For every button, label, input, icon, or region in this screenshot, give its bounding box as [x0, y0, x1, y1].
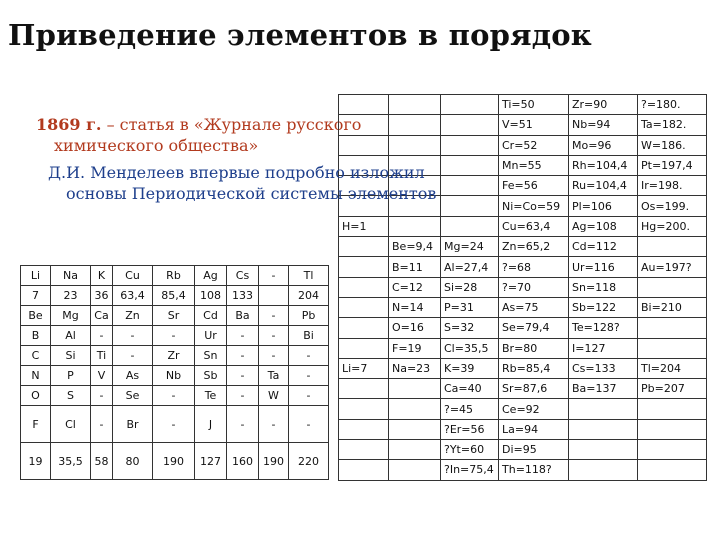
mendeleev-note	[48, 162, 436, 204]
table-cell: Rh=104,4	[569, 155, 638, 175]
table-cell: -	[289, 386, 329, 406]
table-row	[339, 318, 707, 338]
table-cell: ?Yt=60	[441, 440, 499, 460]
table-cell: 7	[21, 286, 51, 306]
table-cell: K=39	[441, 358, 499, 378]
table-cell: Ur=116	[569, 257, 638, 277]
table-cell: Cd	[195, 306, 227, 326]
table-cell: K	[91, 266, 113, 286]
table-cell: Ca	[91, 306, 113, 326]
table-cell: C	[21, 346, 51, 366]
table-cell: N	[21, 366, 51, 386]
table-cell: Ba=137	[569, 379, 638, 399]
table-cell: Bi=210	[638, 297, 707, 317]
table-cell: Ir=198.	[638, 176, 707, 196]
table-cell: 58	[91, 443, 113, 480]
table-cell: -	[91, 326, 113, 346]
table-cell: Cr=52	[499, 135, 569, 155]
table-cell: 133	[227, 286, 259, 306]
table-cell: N=14	[389, 297, 441, 317]
table-cell: -	[153, 406, 195, 443]
table-cell: Fe=56	[499, 176, 569, 196]
table-cell: Te=128?	[569, 318, 638, 338]
table-row	[339, 115, 707, 135]
table-cell: Te	[195, 386, 227, 406]
table-cell: F=19	[389, 338, 441, 358]
mendeleev-line1: Д.И. Менделеев впервые подробно изложил	[48, 163, 425, 182]
table-row	[21, 346, 329, 366]
table-cell: Sb=122	[569, 297, 638, 317]
table-cell	[441, 196, 499, 216]
table-cell	[389, 216, 441, 236]
table-cell: F	[21, 406, 51, 443]
table-cell	[638, 237, 707, 257]
table-cell: Al	[51, 326, 91, 346]
table-row	[21, 443, 329, 480]
table-cell: -	[153, 326, 195, 346]
table-cell: -	[153, 386, 195, 406]
table-cell: As=75	[499, 297, 569, 317]
table-cell	[638, 440, 707, 460]
table-cell: Pt=197,4	[638, 155, 707, 175]
table-cell: -	[289, 346, 329, 366]
table-cell: Na	[51, 266, 91, 286]
table-cell	[389, 115, 441, 135]
table-cell	[339, 237, 389, 257]
table-cell: Si	[51, 346, 91, 366]
table-cell: Al=27,4	[441, 257, 499, 277]
table-row	[339, 419, 707, 439]
table-cell: Tl	[289, 266, 329, 286]
article-line2: химического общества»	[54, 136, 259, 155]
table-cell	[339, 115, 389, 135]
table-cell: -	[259, 326, 289, 346]
table-cell	[441, 95, 499, 115]
table-cell: Se	[113, 386, 153, 406]
table-cell: Mn=55	[499, 155, 569, 175]
table-cell: Be	[21, 306, 51, 326]
table-cell: -	[259, 406, 289, 443]
table-cell: 190	[153, 443, 195, 480]
table-cell: Os=199.	[638, 196, 707, 216]
table-cell: Mo=96	[569, 135, 638, 155]
table-cell: Ag	[195, 266, 227, 286]
table-cell: V=51	[499, 115, 569, 135]
table-cell: B=11	[389, 257, 441, 277]
table-row	[339, 216, 707, 236]
table-cell: W	[259, 386, 289, 406]
table-cell: Mg	[51, 306, 91, 326]
table-row	[339, 399, 707, 419]
table-cell: Li=7	[339, 358, 389, 378]
table-cell: 63,4	[113, 286, 153, 306]
table-cell	[441, 155, 499, 175]
table-row	[339, 237, 707, 257]
table-cell: Hg=200.	[638, 216, 707, 236]
table-row	[339, 95, 707, 115]
table-cell	[441, 135, 499, 155]
table-cell	[638, 399, 707, 419]
table-cell: S=32	[441, 318, 499, 338]
table-cell	[389, 95, 441, 115]
table-cell: La=94	[499, 419, 569, 439]
table-cell: ?In=75,4	[441, 460, 499, 480]
table-cell: Zr	[153, 346, 195, 366]
table-row	[339, 297, 707, 317]
table-cell: Ta	[259, 366, 289, 386]
table-cell: -	[227, 406, 259, 443]
table-cell: -	[227, 326, 259, 346]
table-cell: P=31	[441, 297, 499, 317]
table-cell: Tl=204	[638, 358, 707, 378]
table-cell	[389, 399, 441, 419]
table-cell: ?=45	[441, 399, 499, 419]
table-cell: J	[195, 406, 227, 443]
table-cell: S	[51, 386, 91, 406]
table-cell: Sb	[195, 366, 227, 386]
table-cell: C=12	[389, 277, 441, 297]
table-cell: Si=28	[441, 277, 499, 297]
table-cell: Ti=50	[499, 95, 569, 115]
table-cell: 190	[259, 443, 289, 480]
table-cell: Mg=24	[441, 237, 499, 257]
table-cell	[339, 277, 389, 297]
table-cell: 160	[227, 443, 259, 480]
table-cell	[339, 95, 389, 115]
table-cell: ?=70	[499, 277, 569, 297]
table-cell: -	[289, 366, 329, 386]
table-cell	[441, 176, 499, 196]
table-cell: Ru=104,4	[569, 176, 638, 196]
table-cell: Na=23	[389, 358, 441, 378]
table-cell: Ag=108	[569, 216, 638, 236]
table-cell: 35,5	[51, 443, 91, 480]
table-cell	[339, 338, 389, 358]
table-cell: Cu	[113, 266, 153, 286]
table-cell	[339, 379, 389, 399]
table-cell: Nb	[153, 366, 195, 386]
table-cell: Sn=118	[569, 277, 638, 297]
table-cell: 108	[195, 286, 227, 306]
table-cell: -	[113, 346, 153, 366]
table-row	[339, 338, 707, 358]
table-cell: Br=80	[499, 338, 569, 358]
table-cell: 23	[51, 286, 91, 306]
table-cell: Nb=94	[569, 115, 638, 135]
table-cell: 85,4	[153, 286, 195, 306]
table-row	[21, 386, 329, 406]
table-cell: Zn=65,2	[499, 237, 569, 257]
table-cell: Sr	[153, 306, 195, 326]
table-cell: 19	[21, 443, 51, 480]
table-row	[21, 266, 329, 286]
table-cell	[339, 257, 389, 277]
slide-title: Приведение элементов в порядок	[8, 18, 592, 52]
table-cell: ?Er=56	[441, 419, 499, 439]
table-cell: 204	[289, 286, 329, 306]
table-cell	[389, 440, 441, 460]
table-cell: Sr=87,6	[499, 379, 569, 399]
table-cell: Ta=182.	[638, 115, 707, 135]
table-cell: Ur	[195, 326, 227, 346]
table-row	[339, 379, 707, 399]
table-cell: -	[289, 406, 329, 443]
table-cell: Ba	[227, 306, 259, 326]
table-row	[339, 440, 707, 460]
table-cell: Cl	[51, 406, 91, 443]
table-row	[339, 277, 707, 297]
table-cell: O	[21, 386, 51, 406]
table-cell: -	[259, 306, 289, 326]
table-cell: Pb=207	[638, 379, 707, 399]
table-row	[339, 460, 707, 480]
table-cell	[569, 440, 638, 460]
table-cell: Sn	[195, 346, 227, 366]
table-cell	[389, 135, 441, 155]
mendeleev-line2: основы Периодической системы элементов	[66, 184, 437, 203]
table-cell	[389, 379, 441, 399]
table-cell: Pl=106	[569, 196, 638, 216]
table-cell	[569, 399, 638, 419]
table-cell	[339, 460, 389, 480]
table-cell: H=1	[339, 216, 389, 236]
table-cell	[339, 419, 389, 439]
table-cell	[569, 419, 638, 439]
table-cell: V	[91, 366, 113, 386]
table-cell	[339, 318, 389, 338]
table-cell: -	[259, 346, 289, 366]
table-cell: Ti	[91, 346, 113, 366]
table-cell	[441, 216, 499, 236]
table-cell: -	[91, 386, 113, 406]
table-row	[21, 326, 329, 346]
table-cell	[638, 338, 707, 358]
table-cell: I=127	[569, 338, 638, 358]
table-cell	[339, 297, 389, 317]
table-cell: -	[227, 346, 259, 366]
table-cell: As	[113, 366, 153, 386]
table-cell: P	[51, 366, 91, 386]
table-row	[21, 366, 329, 386]
table-cell: Pb	[289, 306, 329, 326]
table-cell: Cl=35,5	[441, 338, 499, 358]
table-cell	[259, 286, 289, 306]
element-groups-table	[20, 265, 329, 480]
table-cell: Li	[21, 266, 51, 286]
table-cell: Th=118?	[499, 460, 569, 480]
table-cell: Bi	[289, 326, 329, 346]
table-cell	[339, 399, 389, 419]
table-cell: ?=68	[499, 257, 569, 277]
table-cell: Be=9,4	[389, 237, 441, 257]
table-cell: Au=197?	[638, 257, 707, 277]
table-cell: 127	[195, 443, 227, 480]
table-cell: Cs	[227, 266, 259, 286]
table-cell	[638, 318, 707, 338]
table-cell: -	[259, 266, 289, 286]
table-cell: 220	[289, 443, 329, 480]
table-cell: ?=180.	[638, 95, 707, 115]
table-row	[21, 286, 329, 306]
table-cell: -	[227, 366, 259, 386]
table-cell	[389, 419, 441, 439]
table-cell: Se=79,4	[499, 318, 569, 338]
table-cell: Zn	[113, 306, 153, 326]
table-cell: 36	[91, 286, 113, 306]
table-cell: B	[21, 326, 51, 346]
table-row	[339, 358, 707, 378]
article-line1: – статья в «Журнале русского	[101, 115, 362, 134]
mendeleev-1869-table	[338, 94, 707, 481]
table-cell: Ca=40	[441, 379, 499, 399]
table-cell	[638, 277, 707, 297]
table-cell	[339, 135, 389, 155]
table-cell: O=16	[389, 318, 441, 338]
table-cell: W=186.	[638, 135, 707, 155]
table-row	[21, 406, 329, 443]
table-cell	[569, 460, 638, 480]
table-row	[339, 135, 707, 155]
table-cell: Rb	[153, 266, 195, 286]
table-cell	[638, 419, 707, 439]
table-cell: Br	[113, 406, 153, 443]
table-cell	[389, 460, 441, 480]
table-cell: Rb=85,4	[499, 358, 569, 378]
table-cell	[441, 115, 499, 135]
table-cell: Cd=112	[569, 237, 638, 257]
table-cell: -	[113, 326, 153, 346]
table-cell: Di=95	[499, 440, 569, 460]
table-cell: Ni=Co=59	[499, 196, 569, 216]
article-year: 1869 г.	[36, 115, 102, 134]
table-cell: Zr=90	[569, 95, 638, 115]
table-cell: -	[91, 406, 113, 443]
table-cell: 80	[113, 443, 153, 480]
table-cell: Cu=63,4	[499, 216, 569, 236]
table-row	[21, 306, 329, 326]
table-cell: Cs=133	[569, 358, 638, 378]
table-cell	[339, 440, 389, 460]
table-row	[339, 257, 707, 277]
table-cell	[638, 460, 707, 480]
table-cell: -	[227, 386, 259, 406]
article-note	[36, 114, 361, 156]
table-cell: Ce=92	[499, 399, 569, 419]
